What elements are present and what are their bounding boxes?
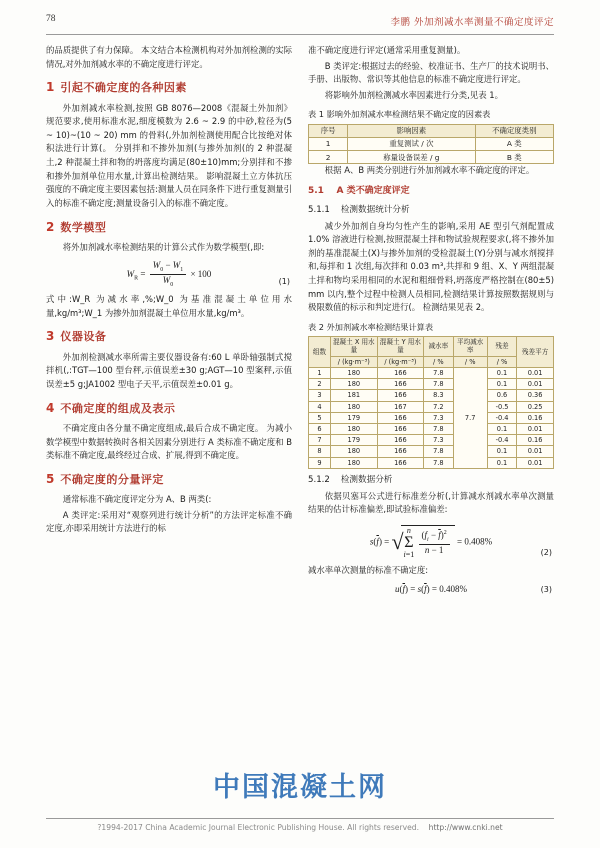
table-row xyxy=(309,435,554,446)
section-4-paragraph: 不确定度由各分量不确定度组成,最后合成不确定度。 为减小数学模型中数据转换时各相关因素分别进行 A 类标准不确定度和 B 类标准不确定度,最终经过合成、扩展,得到不确定度。 xyxy=(46,422,292,461)
subsubsection-title: 检测数据分析 xyxy=(340,474,393,485)
table-2-cell: 166 xyxy=(377,379,424,390)
table-2-cell: 8 xyxy=(309,446,331,457)
table-2-unit-2: / (kg·m⁻³) xyxy=(377,356,424,367)
table-2-col-6: 残差平方 xyxy=(517,337,554,368)
table-2-cell: 3 xyxy=(309,390,331,401)
section-1-paragraph: 外加剂减水率检测,按照 GB 8076—2008《混凝土外加剂》规范要求,使用标准水泥,细度模数为 2.6 ~ 2.9 的中砂,粒径为(5 ~ 10)~(10 ~ 20) mm 的骨料(,外加剂检测使用配合比按绝对体积法进行计算(。 分别拌和不掺外加剂(与掺外加剂(的 2 种混凝土,2 种混凝土拌和物的坍落度均满足(80±10)mm;分别拌和不掺和掺外加剂单位用水量,计算出检测结果。 影响混凝土立方体抗压强度的不确定度主要因素包括:测量人员在同条件下进行重复测量引入的标准不确定度;测量设备引入的标准不确定度。 xyxy=(46,102,292,208)
right-column xyxy=(308,44,554,774)
subsubsection-title: 检测数据统计分析 xyxy=(340,204,410,215)
table-2-cell: 0.01 xyxy=(517,446,554,457)
table-2-cell: 0.01 xyxy=(517,457,554,468)
table-2-cell: 0.1 xyxy=(487,424,516,435)
intro-paragraph: 的品质提供了有力保障。 本文结合本检测机构对外加剂检测的实际情况,对外加剂减水率的不确定度进行评定。 xyxy=(46,45,292,69)
table-2-cell: 7.8 xyxy=(424,367,453,378)
table-2-cell: 166 xyxy=(377,424,424,435)
table-2-cell: 167 xyxy=(377,401,424,412)
section-heading-2 xyxy=(46,218,292,237)
two-column-body xyxy=(46,44,554,774)
table-2-cell: 8.3 xyxy=(424,390,453,401)
table-row xyxy=(309,446,554,457)
table-2-cell: -0.5 xyxy=(487,401,516,412)
formula-3-number: (3) xyxy=(540,585,552,595)
section-number: 3 xyxy=(46,329,55,344)
table-2-unit-1: / (kg·m⁻³) xyxy=(331,356,378,367)
table-2-cell: 1 xyxy=(309,367,331,378)
table-row xyxy=(309,367,554,378)
right-paragraph-2: B 类评定:根据过去的经验、校准证书、生产厂的技术说明书、手册、出版物、常识等其他信息的标准不确定度进行评定。 xyxy=(308,60,554,85)
formula-2-number: (2) xyxy=(540,547,552,557)
table-2-cell: 7 xyxy=(309,435,331,446)
subsection-5-1-1-paragraph: 减少外加剂自身均匀性产生的影响,采用 AE 型引气剂配置成 1.0% 溶液进行检测,按照混凝土拌和物试验规程要求(,将不掺外加剂的基准混凝土(X)与掺外加剂的受检混凝土(Y)分别与减水剂搅拌和,每拌和 1 次组,每次拌和 0.03 m³,共拌和 9 组、X、Y 两组混凝土拌和物均采用相同的水泥和粗细骨料,坍落度严格控制在(80±5) mm 以内,整个过程中检测人员相同,检测结果计算按照数据规则与极限数值的标示和判定进行(。 检测结果见表 2。 xyxy=(308,220,554,313)
formula-3 xyxy=(308,582,554,597)
formula-1-legend: 式中:W_R 为减水率,%;W_0 为基准混凝土单位用水量,kg/m³;W_1 为掺外加剂混凝土单位用水量,kg/m³。 xyxy=(46,294,292,318)
table-row xyxy=(309,401,554,412)
table-1 xyxy=(308,124,554,165)
subsection-title: A 类不确定度评定 xyxy=(336,186,410,197)
table-row xyxy=(309,424,554,435)
section-title: 仪器设备 xyxy=(60,330,107,344)
table-2-cell: 0.1 xyxy=(487,446,516,457)
table-2-cell: 166 xyxy=(377,367,424,378)
table-1-col-1: 影响因素 xyxy=(348,124,475,137)
subsection-5-1-heading xyxy=(308,184,554,199)
table-2-cell: 166 xyxy=(377,412,424,423)
table-2-cell: 180 xyxy=(331,424,378,435)
after-formula-2-text: 减水率单次测量的标准不确定度: xyxy=(308,564,429,575)
table-2-col-3: 减水率 xyxy=(424,337,453,356)
formula-1 xyxy=(46,260,292,289)
section-5-paragraph-2: A 类评定:采用对“观察列进行统计分析”的方法评定标准不确定度,亦即采用统计方法进行的标 xyxy=(46,509,292,534)
table-2-col-1: 混凝土 X 用水量 xyxy=(331,337,378,356)
table-2-cell: 0.36 xyxy=(517,390,554,401)
table-2-cell: 180 xyxy=(331,401,378,412)
table-row xyxy=(309,457,554,468)
section-5-paragraph-1: 通常标准不确定度评定分为 A、B 两类(: xyxy=(62,494,212,505)
right-paragraph-3: 将影响外加剂检测减水率因素进行分类,见表 1。 xyxy=(324,89,503,100)
table-2-cell: 0.1 xyxy=(487,379,516,390)
table-2-cell: 181 xyxy=(331,390,378,401)
cnki-url: http://www.cnki.net xyxy=(428,823,503,832)
left-column xyxy=(46,44,292,774)
table-2-cell: 4 xyxy=(309,401,331,412)
subsection-5-1-2-heading xyxy=(308,474,554,488)
table-2-cell: 2 xyxy=(309,379,331,390)
table-2-cell: 0.01 xyxy=(517,424,554,435)
section-heading-1 xyxy=(46,78,292,97)
section-number: 4 xyxy=(46,400,55,415)
table-2-cell: 7.2 xyxy=(424,401,453,412)
table-2-unit-3: / % xyxy=(424,356,453,367)
table-2-cell: 0.6 xyxy=(487,390,516,401)
table-2-cell: 0.16 xyxy=(517,412,554,423)
page-number: 78 xyxy=(46,14,56,24)
table-1-cell: 称量设备误差 / g xyxy=(348,151,475,164)
table-2-col-5: 残差 xyxy=(487,337,516,356)
running-title: 李鹏 外加剂减水率测量不确定度评定 xyxy=(390,17,554,28)
section-heading-5 xyxy=(46,470,292,489)
table-2-cell: 7.3 xyxy=(424,412,453,423)
table-1-col-0: 序号 xyxy=(309,124,348,137)
subsection-number: 5.1 xyxy=(308,186,324,197)
table-2-unit-5: / % xyxy=(487,356,516,367)
page-header xyxy=(46,14,554,35)
table-2-cell: 7.3 xyxy=(424,435,453,446)
table-row xyxy=(309,151,554,164)
table-1-cell: 1 xyxy=(309,137,348,150)
table-2-unit-4: / % xyxy=(453,356,487,367)
section-heading-4 xyxy=(46,399,292,418)
table-2-cell: 7.8 xyxy=(424,457,453,468)
section-heading-3 xyxy=(46,327,292,346)
table-1-cell: 2 xyxy=(309,151,348,164)
table-2-cell: 166 xyxy=(377,446,424,457)
subsection-5-1-2-paragraph: 依据贝塞耳公式进行标准差分析(,计算减水剂减水率单次测量结果的估计标准偏差,即试验标准偏差: xyxy=(308,490,554,515)
table-row xyxy=(309,412,554,423)
copyright-text: ?1994-2017 China Academic Journal Electronic Publishing House. All rights reserved. xyxy=(97,823,419,832)
table-2-cell: 0.01 xyxy=(517,367,554,378)
formula-3-expression: $u(\overline{f}) = s(\overline{f}) = 0.408\%$ xyxy=(395,584,467,595)
formula-2-expression: $s(\overline{f})$ = √ n Σ i=1 $\frac{(f_i - \overline{f})^2}{n - 1}$ = 0.408% xyxy=(369,526,493,560)
table-2-avg-cell: 7.7 xyxy=(453,367,487,468)
table-2-cell: 179 xyxy=(331,412,378,423)
table-2-cell: 6 xyxy=(309,424,331,435)
section-title: 不确定度的组成及表示 xyxy=(60,401,176,415)
table-1-cell: A 类 xyxy=(475,137,553,150)
table-row xyxy=(309,137,554,150)
table-2-col-4: 平均减水率 xyxy=(453,337,487,356)
table-2-col-2: 混凝土 Y 用水量 xyxy=(377,337,424,356)
table-2-cell: 0.1 xyxy=(487,457,516,468)
table-2-cell: 180 xyxy=(331,457,378,468)
table-1-cell: B 类 xyxy=(475,151,553,164)
table-2-col-0: 组数 xyxy=(309,337,331,368)
table-row xyxy=(309,379,554,390)
page-footer xyxy=(46,818,554,832)
table-2-cell: 0.1 xyxy=(487,367,516,378)
subsubsection-number: 5.1.2 xyxy=(308,474,330,485)
formula-2 xyxy=(308,525,554,560)
table-1-col-2: 不确定度类别 xyxy=(475,124,553,137)
subsection-5-1-1-heading xyxy=(308,204,554,218)
table-2-caption: 表 2 外加剂减水率检测结果计算表 xyxy=(308,321,434,332)
table-2-cell: 0.25 xyxy=(517,401,554,412)
watermark: 中国混凝土网 xyxy=(213,772,387,803)
table-2-header-row-1 xyxy=(309,337,554,356)
section-number: 2 xyxy=(46,219,55,234)
table-2-cell: 166 xyxy=(377,457,424,468)
table-2-cell: 180 xyxy=(331,367,378,378)
formula-1-number: (1) xyxy=(278,277,290,287)
table-2-cell: 180 xyxy=(331,379,378,390)
section-title: 数学模型 xyxy=(60,220,107,234)
table-2-cell: 7.8 xyxy=(424,379,453,390)
section-title: 不确定度的分量评定 xyxy=(60,472,164,486)
section-2-paragraph: 将外加剂减水率检测结果的计算公式作为数学模型(,即: xyxy=(62,241,265,252)
table-2-cell: 0.01 xyxy=(517,379,554,390)
table-2-cell: -0.4 xyxy=(487,412,516,423)
right-paragraph-1: 准不确定度进行评定(通常采用重复测量)。 xyxy=(308,45,466,55)
table-2-cell: 7.8 xyxy=(424,424,453,435)
table-2-cell: 5 xyxy=(309,412,331,423)
subsubsection-number: 5.1.1 xyxy=(308,204,330,215)
section-title: 引起不确定度的各种因素 xyxy=(60,81,187,95)
table-2-cell: 0.16 xyxy=(517,435,554,446)
table-1-caption: 表 1 影响外加剂减水率检测结果不确定度的因素表 xyxy=(308,109,491,120)
table-2-cell: 180 xyxy=(331,446,378,457)
table-2 xyxy=(308,336,554,469)
table-2-cell: 9 xyxy=(309,457,331,468)
table-2-cell: 179 xyxy=(331,435,378,446)
section-number: 1 xyxy=(46,80,55,95)
table-2-cell: 166 xyxy=(377,390,424,401)
table-row xyxy=(309,390,554,401)
section-3-paragraph: 外加剂检测减水率所需主要仪器设备有:60 L 单卧轴强制式搅拌机(,:TGT—100 型台秤,示值误差±30 g;AGT—10 型案秤,示值误差±5 g;JA1002 型电子天平,示值误差±0.01 g。 xyxy=(46,351,292,389)
table-1-header-row xyxy=(309,124,554,137)
table-2-cell: 166 xyxy=(377,435,424,446)
table-2-cell: -0.4 xyxy=(487,435,516,446)
table-1-cell: 重复测试 / 次 xyxy=(348,137,475,150)
formula-1-expression: $W_R$ = $\frac{W_0 - W_1}{W_0}$ × 100 xyxy=(126,259,212,288)
after-table-1-paragraph: 根据 A、B 两类分别进行外加剂减水率不确定度的评定。 xyxy=(324,165,535,176)
table-2-cell: 7.8 xyxy=(424,446,453,457)
section-number: 5 xyxy=(46,471,55,486)
